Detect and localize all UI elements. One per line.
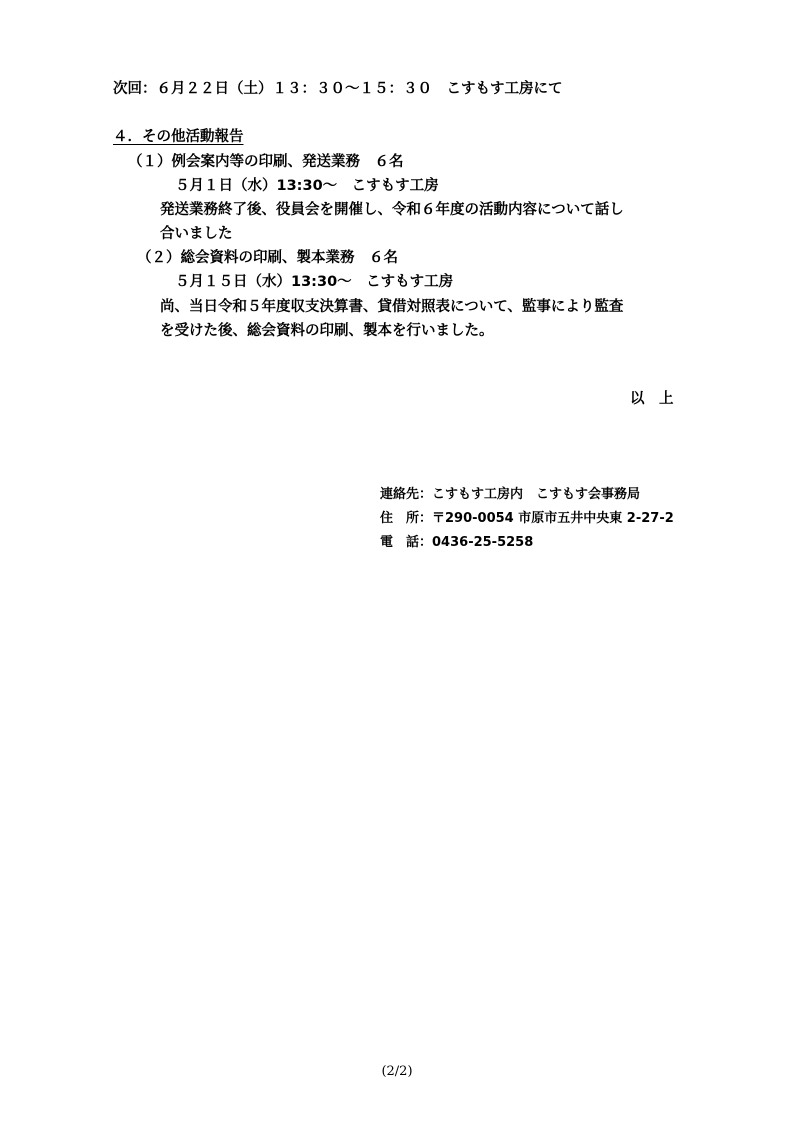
- address-label: 住 所：: [380, 511, 433, 526]
- address-value: 〒290-0054 市原市五井中央東 2-27-2: [432, 511, 674, 526]
- item-2-detail-line-1: 尚、当日令和５年度収支決算書、貸借対照表について、監事により監査: [160, 299, 624, 315]
- section-4-heading: ４．その他活動報告: [113, 129, 244, 145]
- item-2-datetime: ５月１５日（水）13:30〜 こすもす工房: [175, 274, 454, 290]
- contact-label: 連絡先：: [380, 487, 433, 502]
- item-1-title: （１）例会案内等の印刷、発送業務 ６名: [128, 154, 404, 170]
- contact-row: [380, 487, 640, 503]
- item-2-detail-line-2: を受けた後、総会資料の印刷、製本を行いました。: [160, 323, 494, 339]
- phone-value: 0436-25-5258: [432, 535, 534, 550]
- address-row: [380, 511, 674, 527]
- phone-row: [380, 535, 533, 551]
- phone-label: 電 話：: [380, 535, 433, 550]
- page-number: (2/2): [381, 1064, 413, 1079]
- item-1-detail-line-2: 合いました: [160, 226, 233, 242]
- contact-value: こすもす工房内 こすもす会事務局: [432, 487, 641, 502]
- item-2-title: （２）総会資料の印刷、製本業務 ６名: [137, 250, 398, 266]
- item-1-datetime: ５月１日（水）13:30〜 こすもす工房: [175, 178, 439, 194]
- closing-text: 以 上: [630, 391, 674, 407]
- item-1-detail-line-1: 発送業務終了後、役員会を開催し、令和６年度の活動内容について話し: [160, 202, 624, 218]
- next-meeting-line: 次回：６月２２日（土）１３：３０〜１５：３０ こすもす工房にて: [113, 81, 563, 97]
